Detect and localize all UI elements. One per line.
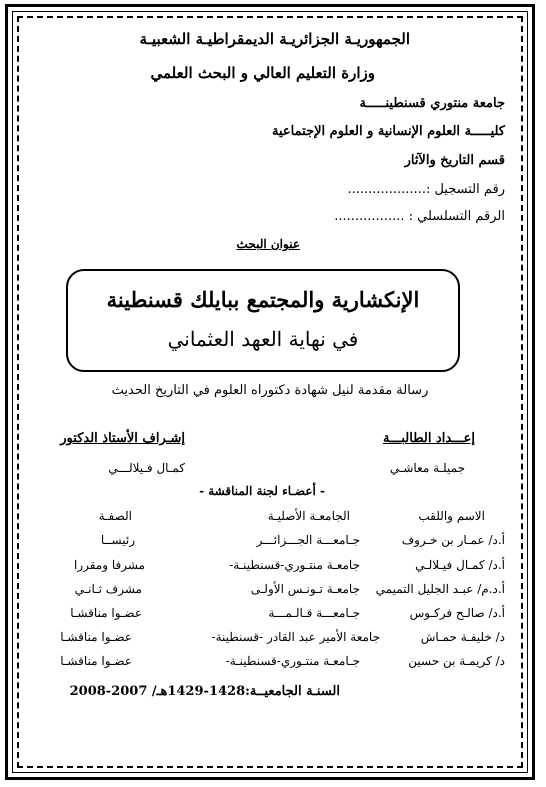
committee-heading: - أعضـاء لجنة المناقشة - <box>199 484 325 498</box>
student-label: إعـــداد الطالبـــة <box>382 431 475 446</box>
member-name: أ.د/ صالـح فركـوس <box>409 606 505 620</box>
member-name: د/ خليفـة حمـاش <box>420 630 505 644</box>
member-role: عضـوا مناقشـا <box>70 606 142 620</box>
member-university: جـامعـــة قـالـمـــة <box>268 606 360 620</box>
faculty-name: كليـــــة العلوم الإنسانية و العلوم الإجتماعية <box>272 124 505 139</box>
title-box <box>66 269 460 372</box>
member-name: أ.د.م/ عبـد الجليل التميمي <box>375 582 505 596</box>
research-title-label: عنوان البحث <box>236 237 300 251</box>
ministry-heading: وزارة التعليم العالي و البحث العلمي <box>150 64 375 82</box>
member-university: جامعة الأمير عبد القادر -قسنطينة- <box>211 630 380 644</box>
supervisor-name: كمـال فـيلالـــي <box>108 461 185 475</box>
member-role: مشرف ثـانـي <box>74 582 142 596</box>
thesis-subtitle: رسالة مقدمة لنيل شهادة دكتوراه العلوم في التاريخ الحديث <box>111 383 429 398</box>
member-role: مشرفا ومقررا <box>73 558 145 572</box>
republic-heading: الجمهوريـة الجزائريـة الديمقراطيـة الشعبيـة <box>139 30 410 48</box>
supervisor-label: إشـراف الأستاذ الدكتور <box>60 431 185 446</box>
academic-year: السنـة الجامعيــة:1428-1429هـ/ 2007-2008 <box>69 684 340 699</box>
serial-number: الرقم التسلسلي : ................. <box>334 209 505 224</box>
document-page <box>30 26 510 761</box>
member-role: عضـوا مناقشـا <box>60 654 132 668</box>
thesis-title-line1: الإنكشارية والمجتمع ببايلك قسنطينة <box>106 287 420 312</box>
column-header-university: الجامعـة الأصليـة <box>267 509 350 523</box>
member-university: جامعـة تـونـس الأولـى <box>250 582 360 596</box>
department-name: قسم التاريخ والآثار <box>404 153 505 168</box>
member-name: أ.د/ كمـال فيـلالـي <box>415 558 505 572</box>
member-university: جـامعـة منتـوري-قسنطينـة- <box>225 654 360 668</box>
member-university: جامعـة منتـوري-قسنطينـة- <box>229 558 360 572</box>
column-header-name: الاسم واللقب <box>418 509 485 523</box>
student-name: جميلـة معاشـي <box>389 461 465 475</box>
member-name: د/ كريمـة بن حسين <box>408 654 505 668</box>
member-role: عضـوا مناقشـا <box>60 630 132 644</box>
column-header-role: الصفـة <box>98 509 132 523</box>
member-university: جـامعـــة الجـــزائـــر <box>256 533 360 547</box>
member-role: رئيســا <box>100 533 135 547</box>
member-name: أ.د/ عمـار بن خـروف <box>401 533 505 547</box>
thesis-title-line2: في نهاية العهد العثماني <box>167 327 359 351</box>
university-name: جامعة منتوري قسنطينـــــة <box>359 96 505 111</box>
registration-number: رقم التسجيل :................... <box>347 182 505 197</box>
